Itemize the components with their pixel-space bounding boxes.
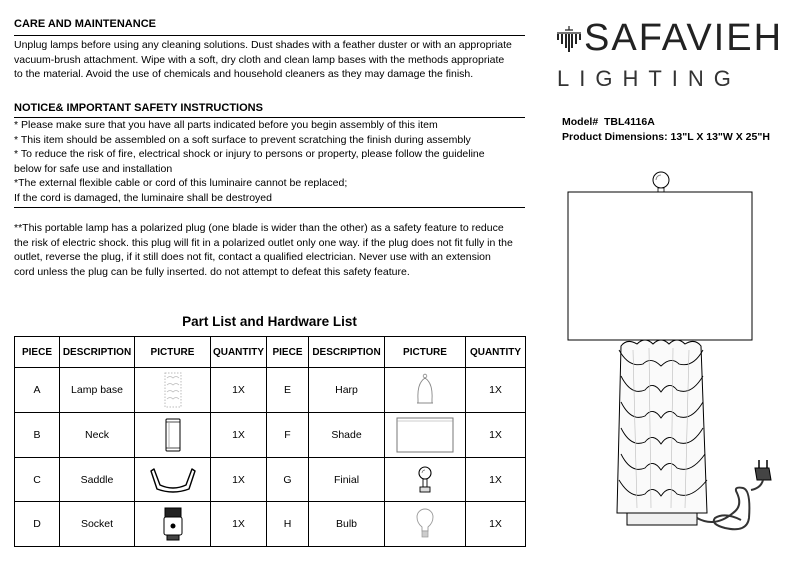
dimensions-line [562,130,770,145]
notice-text [14,118,485,206]
header-description: DESCRIPTION [60,337,135,368]
parts-table [14,336,526,547]
bulb-icon [385,502,466,547]
neck-icon [135,413,211,458]
table-row [15,457,526,502]
dimensions-value: 13"L X 13"W X 25"H [670,131,770,143]
logo-chandelier-icon [554,24,584,59]
plug-note-line: outlet, reverse the plug, if it still does not fit, contact a qualified electrician. Never use with an extension [14,251,491,264]
notice-line: * Please make sure that you have all parts indicated before you begin assembly of this item [14,119,438,131]
table-row [15,413,526,458]
model-line [562,115,655,130]
header-piece: PIECE [15,337,60,368]
table-row [15,368,526,413]
quantity-cell: 1X [211,368,267,413]
saddle-icon [135,457,211,502]
plug-note-line: cord unless the plug can be fully inserted. do not attempt to defeat this safety feature. [14,265,410,278]
header-piece: PIECE [267,337,309,368]
quantity-cell: 1X [466,413,526,458]
description-cell: Neck [60,413,135,458]
table-header-row [15,337,526,368]
notice-line: If the cord is damaged, the luminaire shall be destroyed [14,191,272,204]
quantity-cell: 1X [466,457,526,502]
quantity-cell: 1X [466,368,526,413]
notice-line: * To reduce the risk of fire, electrical shock or injury to persons or property, please follow the guideline [14,148,485,161]
care-divider [14,35,525,36]
finial-icon [385,457,466,502]
table-row [15,502,526,547]
quantity-cell: 1X [466,502,526,547]
header-picture: PICTURE [385,337,466,368]
notice-line: below for safe use and installation [14,162,173,175]
plug-note-line: **This portable lamp has a polarized plug (one blade is wider than the other) as a safety feature to reduce [14,222,504,234]
description-cell: Socket [60,502,135,547]
care-line: vacuum-brush attachment. Wipe with a soft, dry cloth and clean lamp bases with the methods appropriate [14,53,505,66]
description-cell: Finial [309,457,385,502]
notice-line: * This item should be assembled on a soft surface to prevent scratching the finish during assembly [14,133,471,146]
description-cell: Shade [309,413,385,458]
header-description: DESCRIPTION [309,337,385,368]
quantity-cell: 1X [211,502,267,547]
dimensions-label: Product Dimensions: [562,131,668,143]
notice-divider-bottom [14,207,525,208]
lamp-drawing-icon [565,168,785,548]
parts-title: Part List and Hardware List [182,314,357,329]
care-line: to the material. Avoid the use of chemicals and household cleaners as they may damage the finish. [14,68,474,81]
care-text [14,38,512,82]
socket-icon [135,502,211,547]
description-cell: Saddle [60,457,135,502]
header-quantity: QUANTITY [211,337,267,368]
piece-cell: G [267,457,309,502]
piece-cell: A [15,368,60,413]
piece-cell: B [15,413,60,458]
quantity-cell: 1X [211,413,267,458]
lamp-base-icon [135,368,211,413]
piece-cell: H [267,502,309,547]
header-picture: PICTURE [135,337,211,368]
description-cell: Bulb [309,502,385,547]
piece-cell: C [15,457,60,502]
piece-cell: E [267,368,309,413]
plug-note [14,221,513,279]
brand-sub: LIGHTING [557,66,741,91]
piece-cell: D [15,502,60,547]
plug-note-line: the risk of electric shock. this plug will fit in a polarized outlet only one way. if the plug does not fit fully in the [14,236,513,249]
notice-title: NOTICE& IMPORTANT SAFETY INSTRUCTIONS [14,102,263,114]
header-quantity: QUANTITY [466,337,526,368]
model-number: TBL4116A [604,116,655,128]
shade-icon [385,413,466,458]
lamp-illustration [565,168,785,553]
harp-icon [385,368,466,413]
piece-cell: F [267,413,309,458]
description-cell: Harp [309,368,385,413]
model-label: Model# [562,116,599,128]
description-cell: Lamp base [60,368,135,413]
notice-line: *The external flexible cable or cord of this luminaire cannot be replaced; [14,177,348,190]
quantity-cell: 1X [211,457,267,502]
care-title: CARE AND MAINTENANCE [14,18,156,30]
care-line: Unplug lamps before using any cleaning solutions. Dust shades with a feather duster or with an appropriate [14,39,512,51]
brand-name: SAFAVIEH [584,17,784,59]
